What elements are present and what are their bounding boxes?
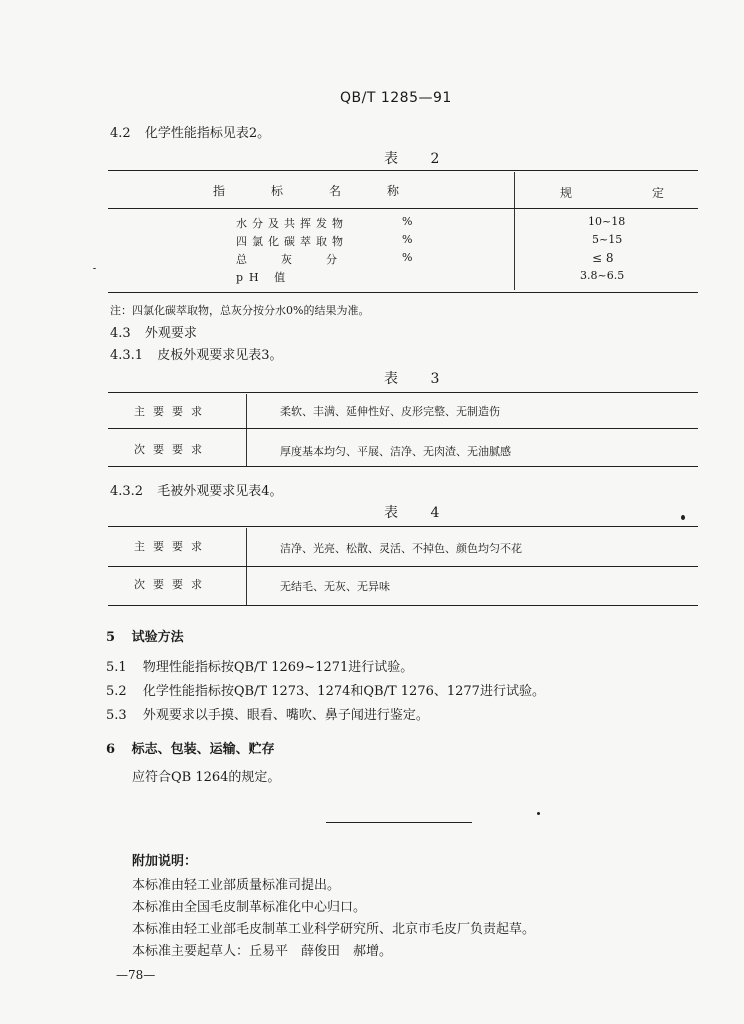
section-number: 6: [106, 742, 116, 757]
table-3-column-divider: [246, 394, 247, 466]
row-name: 四氯化碳萃取物: [236, 235, 348, 248]
table-2-body: [236, 215, 656, 287]
table-4-row-1-text: 洁净、光亮、松散、灵活、不掉色、颜色均匀不花: [280, 542, 522, 555]
row-spec: 3.8~6.5: [580, 269, 625, 282]
table-3-row-1-label: 主要要求: [134, 405, 210, 418]
section-text: 外观要求以手摸、眼看、嘴吹、鼻子闻进行鉴定。: [142, 708, 429, 723]
table-row: [236, 251, 656, 269]
section-number: 5: [106, 630, 116, 645]
section-number: 4.2: [110, 126, 131, 141]
section-text: 皮板外观要求见表3。: [157, 348, 283, 363]
standard-code-header: QB/T 1285—91: [340, 90, 452, 106]
section-5-heading: [106, 626, 184, 645]
section-number: 4.3.2: [110, 484, 144, 499]
table-4-caption: 表 4: [384, 505, 454, 521]
table-2-note: 注：四氯化碳萃取物，总灰分按分水0%的结果为准。: [110, 304, 370, 317]
table-4-row-2-label: 次要要求: [134, 578, 210, 591]
table-row: [236, 233, 656, 251]
scan-speck: [537, 812, 540, 815]
section-5-2: [106, 680, 545, 699]
table-4-bottom-rule: [108, 605, 698, 606]
section-number: 5.1: [106, 660, 127, 675]
table-row: [236, 215, 656, 233]
row-spec: ≤ 8: [592, 251, 614, 265]
table-4-column-divider: [246, 528, 247, 606]
row-spec: 10~18: [588, 215, 626, 228]
scan-speck: [93, 268, 96, 269]
row-unit: %: [402, 215, 413, 228]
table-3-row-2-text: 厚度基本均匀、平展、洁净、无肉渣、无油腻感: [280, 445, 511, 458]
section-6-body: 应符合QB 1264的规定。: [132, 770, 281, 785]
section-text: 毛被外观要求见表4。: [157, 484, 283, 499]
table-4-top-rule: [108, 526, 698, 527]
section-4-3-2: [110, 480, 283, 499]
table-2-caption: 表 2: [384, 151, 454, 167]
page-number: —78—: [116, 968, 156, 982]
row-name: pH 值: [236, 271, 292, 284]
section-text: 标志、包装、运输、贮存: [131, 742, 275, 757]
section-number: 5.2: [106, 684, 127, 699]
table-2-header-rule: [108, 208, 698, 209]
section-text: 试验方法: [131, 630, 184, 645]
row-name: 总灰分: [236, 253, 371, 266]
section-text: 化学性能指标按QB/T 1273、1274和QB/T 1276、1277进行试验。: [142, 684, 545, 699]
section-4-2: [110, 122, 270, 141]
section-number: 5.3: [106, 708, 127, 723]
section-text: 化学性能指标见表2。: [144, 126, 271, 141]
section-number: 4.3.1: [110, 348, 144, 363]
appendix-line: 本标准主要起草人：丘易平 薛俊田 郝增。: [132, 944, 393, 959]
table-4-row-1-label: 主要要求: [134, 540, 210, 553]
table-2-header-spec: 规定: [560, 186, 744, 200]
table-4-mid-rule: [108, 566, 698, 567]
table-2-top-rule: [108, 170, 698, 171]
header-name-label: 指标名称: [213, 184, 446, 198]
section-5-3: [106, 704, 429, 723]
table-4-row-2-text: 无结毛、无灰、无异味: [280, 580, 390, 593]
section-4-3-1: [110, 344, 283, 363]
section-text: 物理性能指标按QB/T 1269~1271进行试验。: [142, 660, 414, 675]
table-3-caption: 表 3: [384, 371, 454, 387]
row-unit: %: [402, 233, 413, 246]
table-2-bottom-rule: [108, 292, 698, 293]
table-row: [236, 269, 656, 287]
scan-speck: [681, 515, 685, 520]
appendix-title: 附加说明：: [132, 854, 198, 869]
appendix-line: 本标准由全国毛皮制革标准化中心归口。: [132, 900, 367, 915]
appendix-line: 本标准由轻工业部毛皮制革工业科学研究所、北京市毛皮厂负责起草。: [132, 922, 536, 937]
appendix-line: 本标准由轻工业部质量标准司提出。: [132, 878, 341, 893]
table-2-header-name: [213, 182, 446, 199]
row-spec: 5~15: [592, 233, 623, 246]
section-4-3: [110, 322, 197, 341]
row-unit: %: [402, 251, 413, 264]
section-6-heading: [106, 738, 275, 757]
row-name: 水分及共挥发物: [236, 217, 348, 230]
table-3-bottom-rule: [108, 466, 698, 467]
table-3-top-rule: [108, 392, 698, 393]
table-3-mid-rule: [108, 428, 698, 429]
appendix-divider: [326, 822, 472, 823]
section-text: 外观要求: [144, 326, 197, 341]
table-3-row-2-label: 次要要求: [134, 443, 210, 456]
section-number: 4.3: [110, 326, 131, 341]
section-5-1: [106, 656, 413, 675]
table-3-row-1-text: 柔软、丰满、延伸性好、皮形完整、无制造伤: [280, 405, 500, 418]
